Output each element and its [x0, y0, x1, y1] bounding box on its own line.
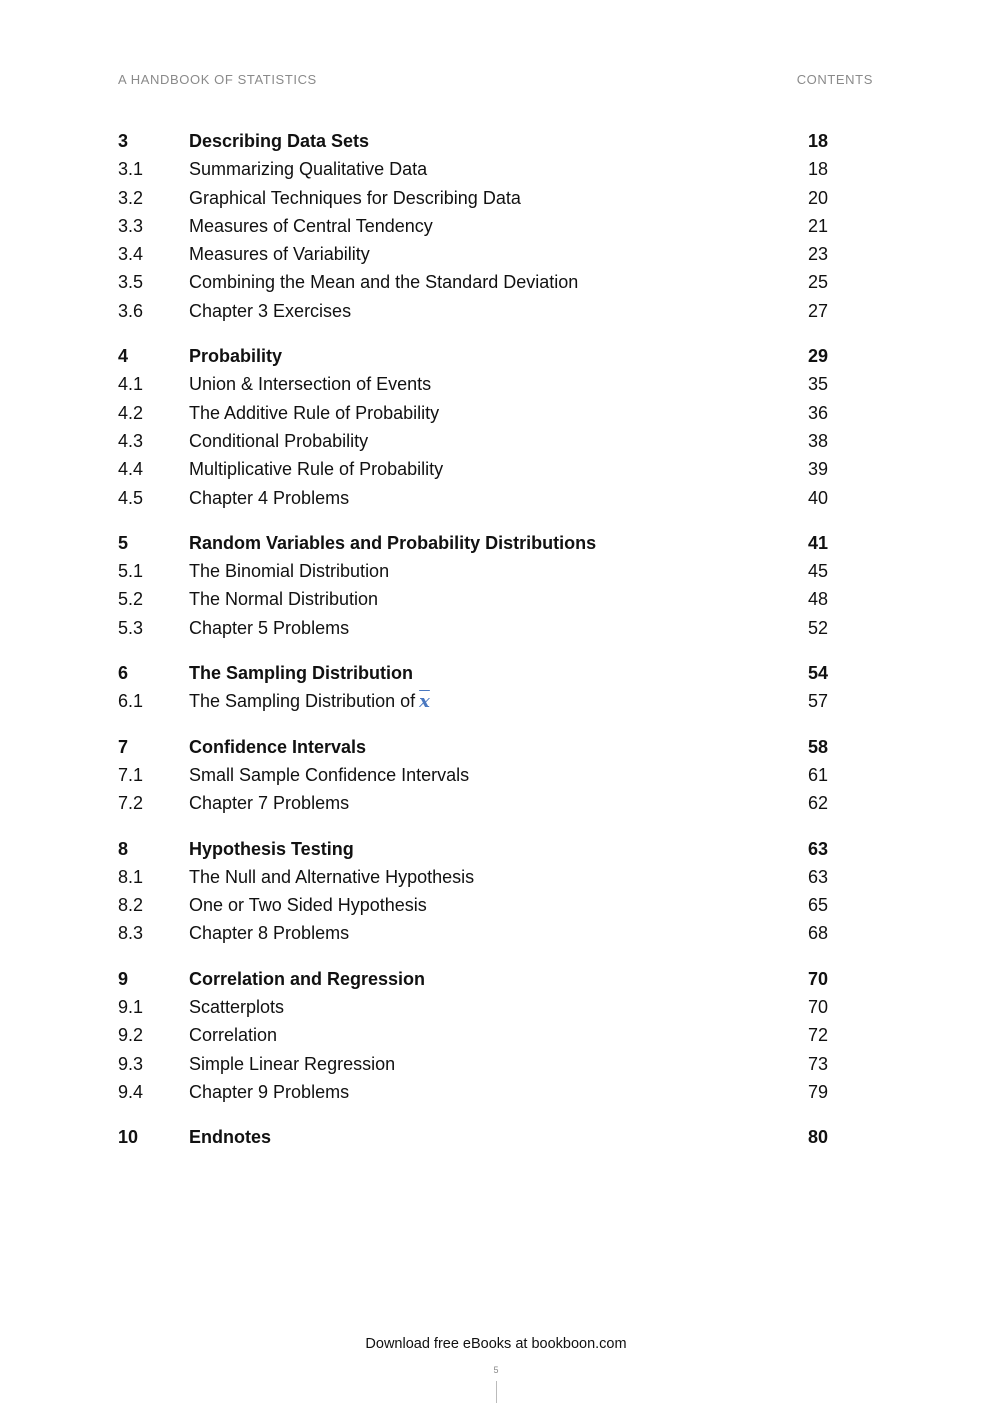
entry-number-text: 5.3 — [118, 617, 144, 638]
toc-chapter-entry[interactable] — [118, 1123, 828, 1151]
entry-title-text: The Sampling Distribution — [189, 663, 413, 684]
entry-page-text: 39 — [807, 459, 828, 480]
entry-number-text: 10 — [118, 1127, 139, 1148]
entry-title-text: Describing Data Sets — [189, 131, 370, 151]
entry-page-text: 61 — [807, 764, 828, 785]
entry-page-text: 65 — [807, 895, 828, 916]
entry-title-text: Probability — [189, 346, 283, 367]
toc-section-entry[interactable] — [118, 240, 828, 268]
entry-title — [189, 863, 768, 891]
entry-title — [189, 399, 768, 427]
entry-title-text: Chapter 8 Problems — [189, 923, 350, 944]
toc-chapter-group — [118, 529, 828, 642]
running-header-section: CONTENTS — [796, 72, 873, 87]
entry-page-text: 58 — [807, 736, 828, 757]
entry-page — [768, 484, 828, 512]
entry-page — [768, 240, 828, 268]
toc-section-entry[interactable] — [118, 614, 828, 642]
entry-page — [768, 427, 828, 455]
entry-page-text: 45 — [807, 561, 828, 582]
entry-number-text: 4.5 — [118, 487, 144, 508]
entry-title — [189, 240, 768, 268]
entry-page — [768, 184, 828, 212]
entry-page — [768, 733, 828, 761]
entry-title — [189, 733, 768, 761]
entry-page-text: 54 — [807, 663, 828, 684]
entry-page — [768, 614, 828, 642]
entry-title-text: The Additive Rule of Probability — [189, 402, 440, 423]
entry-title — [189, 212, 768, 240]
table-of-contents — [118, 127, 828, 1169]
toc-section-entry[interactable] — [118, 1021, 828, 1049]
entry-title-text: The Null and Alternative Hypothesis — [189, 866, 475, 887]
entry-title — [189, 659, 768, 687]
entry-number — [118, 1123, 189, 1151]
toc-section-entry[interactable] — [118, 585, 828, 613]
entry-title-text: Correlation and Regression — [189, 968, 426, 989]
entry-page — [768, 863, 828, 891]
entry-title — [189, 687, 768, 715]
entry-title-text: Simple Linear Regression — [189, 1053, 396, 1074]
entry-number — [118, 484, 189, 512]
toc-chapter-entry[interactable] — [118, 733, 828, 761]
entry-title-text: The Normal Distribution — [189, 589, 379, 610]
entry-page — [768, 455, 828, 483]
entry-page-text: 70 — [807, 968, 828, 989]
toc-section-entry[interactable] — [118, 484, 828, 512]
entry-page — [768, 297, 828, 325]
toc-section-entry[interactable] — [118, 1050, 828, 1078]
entry-number-text: 3.3 — [118, 215, 144, 236]
toc-chapter-group — [118, 342, 828, 512]
entry-page — [768, 891, 828, 919]
entry-number — [118, 268, 189, 296]
entry-number — [118, 127, 189, 155]
entry-page-text: 23 — [807, 244, 828, 265]
entry-page-text: 38 — [807, 430, 828, 451]
entry-page-text: 29 — [807, 346, 828, 367]
entry-title — [189, 993, 768, 1021]
entry-number — [118, 240, 189, 268]
entry-title-text: Measures of Variability — [189, 244, 370, 265]
entry-number — [118, 993, 189, 1021]
entry-title-text: One or Two Sided Hypothesis — [189, 895, 427, 916]
entry-title-text: Chapter 4 Problems — [189, 487, 350, 508]
entry-page — [768, 212, 828, 240]
toc-section-entry[interactable] — [118, 184, 828, 212]
entry-title-text: The Sampling Distribution of — [189, 691, 416, 712]
entry-page — [768, 659, 828, 687]
entry-number — [118, 557, 189, 585]
entry-page-text: 21 — [807, 215, 828, 236]
entry-title — [189, 529, 768, 557]
toc-chapter-entry[interactable] — [118, 342, 828, 370]
toc-section-entry[interactable] — [118, 268, 828, 296]
toc-chapter-entry[interactable] — [118, 835, 828, 863]
toc-section-entry[interactable] — [118, 399, 828, 427]
entry-number — [118, 659, 189, 687]
entry-page — [768, 557, 828, 585]
entry-page-text: 41 — [807, 532, 828, 553]
entry-number — [118, 919, 189, 947]
entry-title — [189, 455, 768, 483]
entry-page-text: 57 — [807, 691, 828, 712]
entry-number-text: 7.2 — [118, 793, 144, 814]
toc-section-entry[interactable] — [118, 789, 828, 817]
entry-number — [118, 585, 189, 613]
entry-page — [768, 155, 828, 183]
entry-number — [118, 863, 189, 891]
entry-number-text: 9 — [118, 968, 129, 989]
footer-divider — [496, 1381, 497, 1403]
entry-number-text: 5 — [118, 532, 129, 553]
entry-title-text: Summarizing Qualitative Data — [189, 159, 428, 180]
entry-title-text: Combining the Mean and the Standard Deviation — [189, 272, 579, 293]
entry-number — [118, 455, 189, 483]
entry-number-text: 6 — [118, 663, 129, 684]
entry-title-text: Measures of Central Tendency — [189, 215, 433, 236]
entry-page — [768, 919, 828, 947]
entry-page-text: 72 — [807, 1025, 828, 1046]
entry-title-text: Scatterplots — [189, 997, 285, 1018]
toc-chapter-group — [118, 733, 828, 818]
entry-title-text: Chapter 7 Problems — [189, 793, 350, 814]
toc-section-entry[interactable] — [118, 212, 828, 240]
page-number: 5 — [493, 1365, 499, 1375]
entry-page-text: 73 — [807, 1053, 828, 1074]
toc-section-entry[interactable] — [118, 761, 828, 789]
entry-title-text: Union & Intersection of Events — [189, 374, 432, 395]
entry-title — [189, 891, 768, 919]
entry-page-text: 70 — [807, 997, 828, 1018]
entry-number-text: 3.1 — [118, 159, 144, 180]
entry-number-text: 9.4 — [118, 1081, 144, 1102]
entry-title — [189, 155, 768, 183]
toc-chapter-group — [118, 659, 828, 716]
entry-title-text: Random Variables and Probability Distributions — [189, 532, 597, 553]
toc-section-entry[interactable] — [118, 155, 828, 183]
entry-title — [189, 835, 768, 863]
entry-page-text: 48 — [807, 589, 828, 610]
entry-number — [118, 297, 189, 325]
toc-chapter-group — [118, 1123, 828, 1151]
entry-page-text: 18 — [807, 159, 828, 180]
entry-number — [118, 427, 189, 455]
entry-number-text: 9.3 — [118, 1053, 144, 1074]
toc-chapter-group — [118, 835, 828, 948]
entry-title — [189, 1078, 768, 1106]
entry-page — [768, 585, 828, 613]
entry-number — [118, 761, 189, 789]
toc-chapter-entry[interactable] — [118, 529, 828, 557]
entry-page — [768, 965, 828, 993]
entry-title — [189, 965, 768, 993]
entry-number-text: 3.4 — [118, 244, 144, 265]
entry-number-text: 9.2 — [118, 1025, 144, 1046]
entry-title — [189, 297, 768, 325]
entry-number — [118, 370, 189, 398]
entry-number-text: 3.5 — [118, 272, 144, 293]
entry-number — [118, 399, 189, 427]
entry-number — [118, 733, 189, 761]
toc-section-entry[interactable] — [118, 919, 828, 947]
entry-title-text: The Binomial Distribution — [189, 561, 390, 582]
entry-title — [189, 1021, 768, 1049]
entry-number — [118, 1078, 189, 1106]
entry-title-text: Confidence Intervals — [189, 736, 367, 757]
entry-title-text: Chapter 5 Problems — [189, 617, 350, 638]
entry-number-text: 8.3 — [118, 923, 144, 944]
entry-number-text: 3.2 — [118, 187, 144, 208]
entry-title — [189, 484, 768, 512]
entry-page — [768, 1021, 828, 1049]
entry-number-text: 3 — [118, 131, 129, 151]
running-header-title: A HANDBOOK OF STATISTICS — [118, 72, 317, 87]
entry-number-text: 7.1 — [118, 764, 144, 785]
entry-page — [768, 687, 828, 715]
entry-number-text: 8 — [118, 838, 129, 859]
toc-section-entry[interactable] — [118, 427, 828, 455]
toc-section-entry[interactable] — [118, 863, 828, 891]
entry-page-text: 35 — [807, 374, 828, 395]
entry-number-text: 8.1 — [118, 866, 144, 887]
entry-number — [118, 789, 189, 817]
entry-page — [768, 127, 828, 155]
entry-title-text: Chapter 3 Exercises — [189, 300, 352, 321]
toc-section-entry[interactable] — [118, 455, 828, 483]
entry-number — [118, 1050, 189, 1078]
entry-page-text: 25 — [807, 272, 828, 293]
entry-title-text: Conditional Probability — [189, 430, 369, 451]
entry-number-text: 5.2 — [118, 589, 144, 610]
x-bar-symbol: $\overline{x}$ — [419, 691, 430, 713]
toc-section-entry[interactable] — [118, 891, 828, 919]
entry-page — [768, 529, 828, 557]
entry-title — [189, 370, 768, 398]
entry-page-text: 18 — [807, 131, 828, 151]
entry-number — [118, 342, 189, 370]
entry-page-text: 68 — [807, 923, 828, 944]
entry-page-text: 27 — [807, 300, 828, 321]
entry-number — [118, 891, 189, 919]
entry-title — [189, 427, 768, 455]
entry-page-text: 80 — [807, 1127, 828, 1148]
entry-page — [768, 399, 828, 427]
entry-page — [768, 1050, 828, 1078]
entry-title — [189, 342, 768, 370]
entry-title-text: Multiplicative Rule of Probability — [189, 459, 444, 480]
entry-title — [189, 1050, 768, 1078]
entry-title-text: Chapter 9 Problems — [189, 1081, 350, 1102]
entry-title-text: Correlation — [189, 1025, 278, 1046]
entry-number-text: 7 — [118, 736, 129, 757]
entry-page-text: 40 — [807, 487, 828, 508]
entry-number — [118, 687, 189, 715]
entry-number — [118, 1021, 189, 1049]
entry-number — [118, 835, 189, 863]
footer-link[interactable]: Download free eBooks at bookboon.com — [365, 1336, 627, 1352]
entry-page-text: 79 — [807, 1081, 828, 1102]
entry-title-text: Endnotes — [189, 1127, 272, 1148]
entry-number — [118, 529, 189, 557]
entry-title-text: Hypothesis Testing — [189, 838, 354, 859]
entry-page-text: 20 — [807, 187, 828, 208]
entry-number — [118, 212, 189, 240]
entry-page — [768, 761, 828, 789]
entry-number-text: 4.1 — [118, 374, 144, 395]
entry-title — [189, 919, 768, 947]
entry-page — [768, 835, 828, 863]
entry-title-text: Graphical Techniques for Describing Data — [189, 187, 521, 208]
toc-chapter-group — [118, 127, 828, 325]
entry-page — [768, 993, 828, 1021]
entry-title — [189, 614, 768, 642]
toc-section-entry[interactable] — [118, 297, 828, 325]
entry-page-text: 52 — [807, 617, 828, 638]
toc-chapter-entry[interactable] — [118, 127, 828, 155]
entry-page — [768, 789, 828, 817]
entry-page — [768, 342, 828, 370]
entry-page — [768, 1123, 828, 1151]
toc-section-entry[interactable] — [118, 993, 828, 1021]
entry-page — [768, 370, 828, 398]
entry-number — [118, 614, 189, 642]
entry-title-text: Small Sample Confidence Intervals — [189, 764, 470, 785]
entry-title — [189, 268, 768, 296]
entry-title — [189, 1123, 768, 1151]
entry-page-text: 36 — [807, 402, 828, 423]
entry-title — [189, 127, 768, 155]
entry-page-text: 63 — [807, 838, 828, 859]
toc-section-entry[interactable] — [118, 370, 828, 398]
entry-number-text: 4.4 — [118, 459, 144, 480]
entry-number-text: 5.1 — [118, 561, 144, 582]
entry-title — [189, 184, 768, 212]
entry-number-text: 4.2 — [118, 402, 144, 423]
entry-page-text: 63 — [807, 866, 828, 887]
entry-number — [118, 965, 189, 993]
entry-title — [189, 557, 768, 585]
toc-section-entry[interactable] — [118, 557, 828, 585]
entry-number — [118, 184, 189, 212]
toc-section-entry[interactable] — [118, 687, 828, 715]
entry-number-text: 4 — [118, 346, 129, 367]
entry-number — [118, 155, 189, 183]
entry-number-text: 8.2 — [118, 895, 144, 916]
entry-number-text: 4.3 — [118, 430, 144, 451]
entry-title — [189, 761, 768, 789]
entry-page — [768, 1078, 828, 1106]
toc-section-entry[interactable] — [118, 1078, 828, 1106]
entry-page — [768, 268, 828, 296]
entry-page-text: 62 — [807, 793, 828, 814]
entry-number-text: 9.1 — [118, 997, 144, 1018]
entry-number-text: 6.1 — [118, 691, 144, 712]
entry-title — [189, 789, 768, 817]
entry-title — [189, 585, 768, 613]
toc-chapter-entry[interactable] — [118, 659, 828, 687]
toc-chapter-group — [118, 965, 828, 1106]
entry-number-text: 3.6 — [118, 300, 144, 321]
toc-chapter-entry[interactable] — [118, 965, 828, 993]
